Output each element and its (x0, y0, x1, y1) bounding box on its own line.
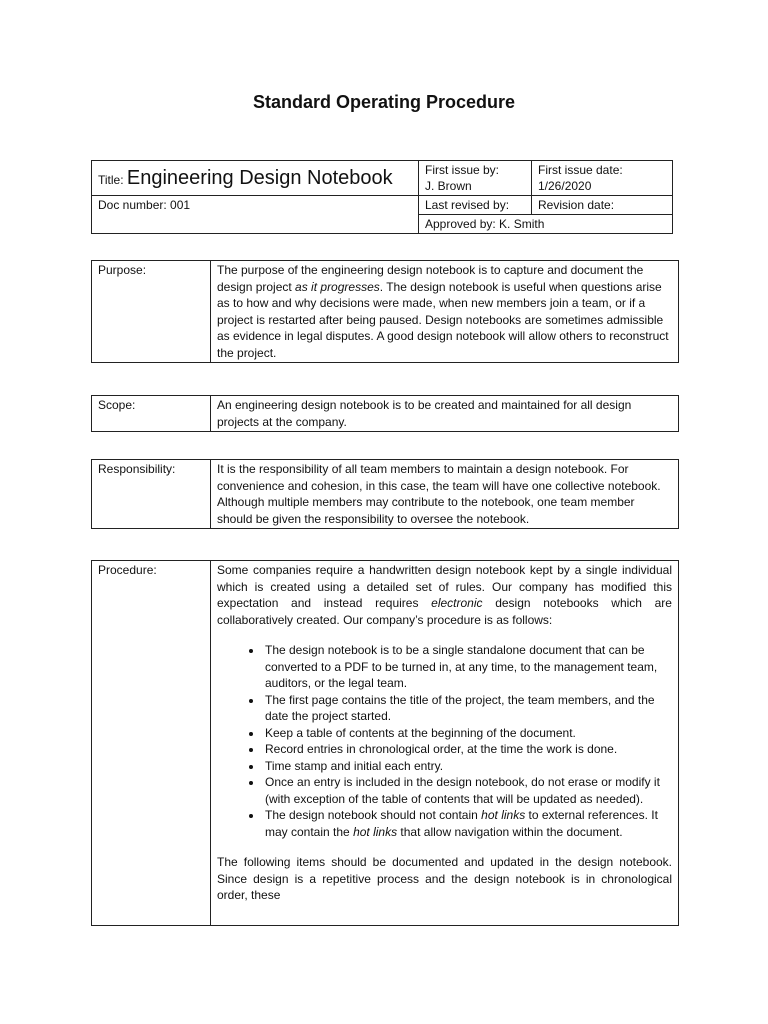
list-item: • The first page contains the title of the project, the team members, and the date the project started. (263, 692, 672, 725)
first-issue-date-label: First issue date: (538, 163, 623, 177)
title-label: Title: (98, 173, 124, 187)
approved-by: Approved by: K. Smith (425, 217, 545, 231)
procedure-section (91, 560, 679, 926)
procedure-intro (217, 562, 672, 628)
procedure-bullet-list (217, 642, 672, 840)
first-issue-date-value: 1/26/2020 (538, 179, 592, 193)
procedure-intro-part: design notebooks which are collaboratively created. Our company’s procedure is as follows: (217, 596, 672, 627)
list-item: • The design notebook is to be a single standalone document that can be converted to a PDF to be turned in, at any time, to the management team, auditors, or the legal team. (263, 642, 672, 692)
bullet-text-part: The design notebook should not contain (265, 808, 482, 822)
responsibility-section (91, 459, 679, 529)
responsibility-label: Responsibility: (92, 460, 211, 529)
purpose-text-part: The purpose of the engineering design notebook is to capture and document the design project (217, 263, 644, 294)
purpose-text-emphasis: as it progresses (295, 279, 380, 294)
last-revised-by-cell (419, 196, 532, 215)
purpose-text-part: . The design notebook is useful when questions arise as to how and why decisions were made, when new members join a team, or if a project is restarted after being paused. Design notebooks are sometimes admissible as evidence in legal disputes. A good design notebook will allow others to reconstruct the project. (217, 279, 669, 360)
list-item: • Time stamp and initial each entry. (263, 758, 672, 775)
revision-date-label: Revision date: (538, 198, 615, 212)
document-title: Engineering Design Notebook (126, 167, 393, 189)
approved-by-cell (419, 215, 673, 234)
doc-number: Doc number: 001 (98, 198, 191, 212)
procedure-body (211, 561, 679, 926)
procedure-label: Procedure: (92, 561, 211, 926)
list-item: • Keep a table of contents at the beginning of the document. (263, 725, 672, 742)
scope-label: Scope: (92, 396, 211, 432)
last-revised-by-label: Last revised by: (425, 198, 510, 212)
bullet-text-part: to external references. It may contain the (265, 808, 658, 839)
purpose-section (91, 260, 679, 363)
list-item: • Once an entry is included in the design notebook, do not erase or modify it (with exception of the table of contents that will be updated as needed). (263, 774, 672, 807)
first-issue-by-value: J. Brown (425, 179, 472, 193)
procedure-closing: The following items should be documented and updated in the design notebook. Since design is a repetitive process and the design notebook is in chronological order, these (217, 855, 672, 902)
list-item: • Record entries in chronological order, at the time the work is done. (263, 741, 672, 758)
bullet-text-emphasis: hot links (481, 808, 526, 822)
purpose-text (211, 261, 679, 363)
bullet-text-part: that allow navigation within the document. (397, 824, 623, 839)
title-cell (92, 161, 419, 196)
first-issue-by-cell (419, 161, 532, 196)
bullet-text-emphasis: hot links (353, 824, 398, 839)
scope-text: An engineering design notebook is to be created and maintained for all design projects at the company. (211, 396, 679, 432)
first-issue-date-cell (532, 161, 673, 196)
responsibility-text: It is the responsibility of all team members to maintain a design notebook. For convenience and cohesion, in this case, the team will have one collective notebook. Although multiple members may contribute to the notebook, one team member should be given the responsibility to oversee the notebook. (211, 460, 679, 529)
procedure-intro-part: Some companies require a handwritten design notebook kept by a single individual which is created using a detailed set of rules. Our company has modified this expectation and instead requires (217, 563, 672, 610)
scope-section (91, 395, 679, 432)
procedure-intro-emphasis: electronic (431, 596, 483, 610)
list-item (263, 807, 672, 840)
page-title: Standard Operating Procedure (252, 92, 516, 112)
doc-number-cell (92, 196, 419, 234)
first-issue-by-label: First issue by: (425, 163, 500, 177)
header-table (91, 160, 673, 234)
revision-date-cell (532, 196, 673, 215)
purpose-label: Purpose: (92, 261, 211, 363)
